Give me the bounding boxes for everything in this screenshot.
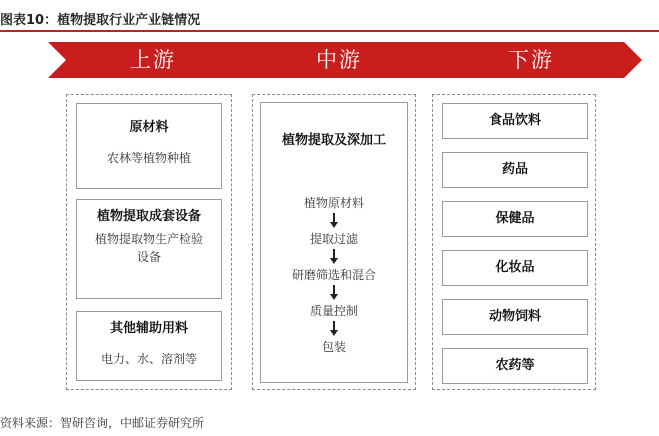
downstream-item-label: 动物饲料 — [488, 309, 541, 324]
stage-label-midstream: 中游 — [316, 48, 362, 72]
downstream-item-health-products — [442, 201, 588, 237]
upstream-box-desc: 农林等植物种植 — [106, 151, 191, 165]
source-note: 资料来源：智研咨询，中邮证券研究所 — [0, 416, 205, 430]
flow-step: 包装 — [321, 340, 346, 354]
stage-arrow-upstream — [48, 42, 258, 78]
title-rule — [0, 30, 659, 32]
midstream-column — [252, 94, 416, 390]
figure-title: 图表10：植物提取行业产业链情况 — [0, 13, 201, 28]
stage-arrow-downstream — [420, 42, 642, 78]
upstream-column — [66, 94, 232, 390]
arrow-down-icon — [329, 321, 339, 337]
midstream-process-box — [260, 102, 408, 383]
downstream-item-label: 食品饮料 — [488, 113, 541, 128]
downstream-item-label: 保健品 — [495, 211, 535, 226]
downstream-item-animal-feed — [442, 299, 588, 335]
upstream-box-auxiliary — [76, 311, 222, 381]
flow-step: 植物原材料 — [303, 196, 364, 210]
title-bar — [0, 0, 659, 36]
downstream-item-food-beverage — [442, 103, 588, 139]
arrow-down-icon — [329, 285, 339, 301]
midstream-title: 植物提取及深加工 — [281, 133, 386, 148]
upstream-box-title: 其他辅助用料 — [109, 321, 188, 336]
stage-label-downstream: 下游 — [508, 48, 554, 72]
stage-label-upstream: 上游 — [130, 48, 176, 72]
downstream-item-cosmetics — [442, 250, 588, 286]
downstream-item-label: 农药等 — [495, 358, 535, 373]
flow-step: 提取过滤 — [309, 232, 358, 246]
downstream-item-pesticides — [442, 348, 588, 384]
downstream-item-pharmaceuticals — [442, 152, 588, 188]
arrow-down-icon — [329, 249, 339, 265]
upstream-box-equipment — [76, 199, 222, 299]
stage-arrow-midstream — [234, 42, 444, 78]
upstream-box-title: 原材料 — [129, 120, 169, 135]
upstream-box-raw-materials — [76, 103, 222, 189]
downstream-column — [432, 94, 596, 390]
upstream-box-desc: 电力、水、溶剂等 — [100, 352, 197, 366]
upstream-box-desc: 植物提取物生产检验设备 — [94, 232, 203, 264]
flow-step: 质量控制 — [309, 304, 358, 318]
downstream-item-label: 化妆品 — [495, 260, 535, 275]
upstream-box-title: 植物提取成套设备 — [96, 209, 201, 224]
flow-step: 研磨筛选和混合 — [291, 268, 376, 282]
downstream-item-label: 药品 — [501, 162, 528, 177]
arrow-down-icon — [329, 213, 339, 229]
